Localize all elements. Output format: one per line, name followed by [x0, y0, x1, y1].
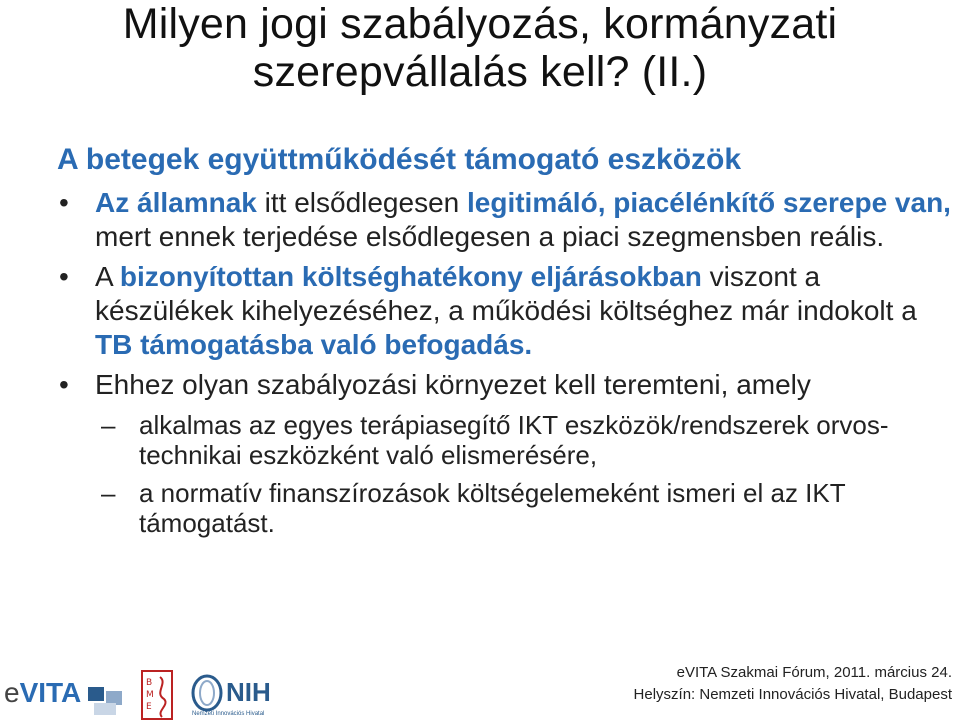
footer-event: eVITA Szakmai Fórum, 2011. március 24. — [676, 664, 952, 681]
bullet-item-2 — [57, 260, 957, 362]
sub-item-1-text: alkalmas az egyes terápiasegítő IKT eszközök/rendszerek orvos-technikai eszközként való elismerésére, — [139, 410, 889, 470]
bullet-dot-icon: • — [59, 261, 69, 292]
nih-logo-subtext: Nemzeti Innovációs Hivatal — [192, 711, 265, 717]
svg-text:E: E — [146, 702, 152, 712]
bullet-1-part-2: itt elsődlegesen — [256, 187, 467, 218]
sub-item-1 — [57, 410, 957, 470]
evita-logo — [4, 677, 81, 709]
section-subtitle: A betegek együttműködését támogató eszközök — [57, 143, 742, 176]
bullet-list — [57, 186, 957, 538]
bullet-1-part-3: legitimáló, piacélénkítő szerepe van, — [467, 187, 951, 218]
sub-item-2-text: a normatív finanszírozások költségelemeként ismeri el az IKT támogatást. — [139, 478, 846, 538]
logo-strip — [0, 665, 300, 723]
title-line-1: Milyen jogi szabályozás, kormányzati — [122, 0, 838, 48]
nih-logo-text: NIH — [226, 677, 271, 707]
bullet-item-1 — [57, 186, 957, 254]
nih-logo — [190, 673, 280, 721]
bullet-item-3 — [57, 368, 957, 402]
nih-swirl-icon — [190, 673, 224, 713]
title-line-2: szerepvállalás kell? (II.) — [252, 48, 708, 96]
bme-logo-icon — [140, 669, 174, 721]
bullet-2-part-3: viszont a készülékek kihelyezéséhez, a működési költséghez már indokolt a — [95, 261, 917, 326]
bullet-1-part-1: Az államnak — [95, 187, 257, 218]
bullet-2-part-4: TB támogatásba való befogadás. — [95, 329, 533, 360]
dash-icon: – — [101, 478, 116, 508]
bullet-dot-icon: • — [59, 187, 69, 218]
svg-text:B: B — [146, 678, 153, 688]
bullet-2-part-2: bizonyítottan költséghatékony eljárásokban — [119, 261, 702, 292]
evita-logo-e: e — [4, 677, 20, 708]
bullet-1-part-4: mert ennek terjedése elsődlegesen a piaci szegmensben reális. — [95, 221, 885, 252]
slide-title — [40, 0, 920, 96]
org-logo-icon — [86, 685, 124, 717]
svg-text:M: M — [146, 690, 154, 700]
dash-icon: – — [101, 410, 116, 440]
bullet-3-text: Ehhez olyan szabályozási környezet kell teremteni, amely — [95, 369, 811, 400]
sub-item-2 — [57, 478, 957, 538]
footer-info — [634, 662, 952, 706]
bullet-2-part-1: A — [95, 261, 120, 292]
footer-location: Helyszín: Nemzeti Innovációs Hivatal, Budapest — [633, 686, 952, 703]
evita-logo-rest: VITA — [19, 677, 82, 708]
bullet-dot-icon: • — [59, 369, 69, 400]
